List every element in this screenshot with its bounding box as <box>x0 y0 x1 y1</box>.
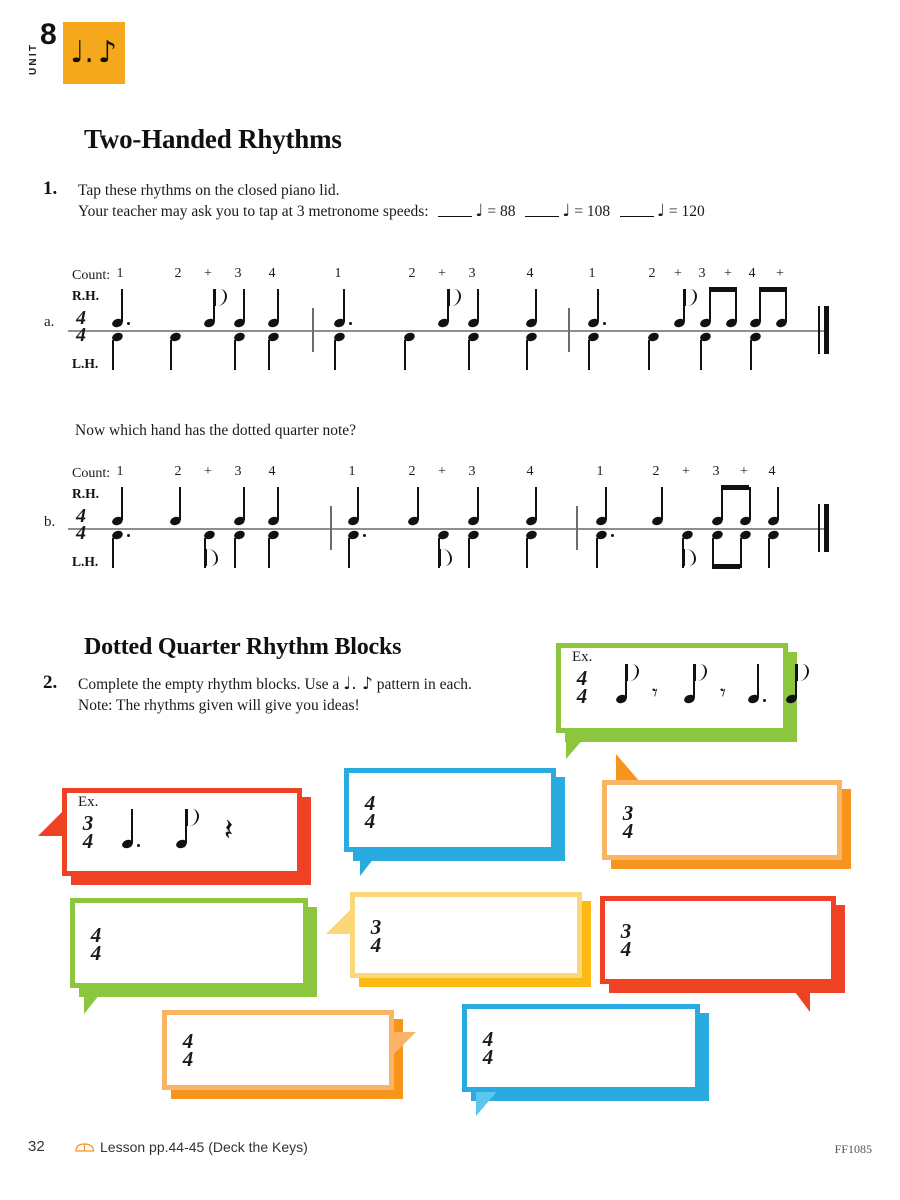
staff-a-timesig <box>70 307 92 346</box>
item-2-line-1 <box>78 674 558 695</box>
unit-number: 8 <box>40 18 57 51</box>
quarter-rest-icon: 𝄽 <box>224 813 234 848</box>
block-tail <box>326 908 352 934</box>
note-stem <box>170 340 172 370</box>
eighth-flag <box>205 549 218 566</box>
block-timesig <box>77 811 99 853</box>
beam <box>709 287 737 292</box>
note-stem <box>477 289 479 322</box>
note-stem <box>526 340 528 370</box>
note-stem <box>121 289 123 322</box>
rhythm-block-blue-2[interactable] <box>462 1004 700 1092</box>
block-tail <box>616 754 640 782</box>
note-stem <box>605 487 607 520</box>
note-stem <box>268 538 270 568</box>
metronome-value-2: = 108 <box>574 203 611 220</box>
rhythm-block-blue-1[interactable] <box>344 768 556 852</box>
staff-b-barline-1 <box>330 506 332 550</box>
note-stem <box>535 289 537 322</box>
block-notes <box>608 643 788 733</box>
block-timesig-top: 3 <box>82 811 94 835</box>
rhythm-block-red-example[interactable] <box>62 788 302 876</box>
rhythm-block-orange-1[interactable] <box>602 780 842 860</box>
staff-a-timesig-bottom: 4 <box>76 324 86 346</box>
staff-b-timesig-top: 4 <box>76 505 86 527</box>
block-notes-empty[interactable] <box>652 896 836 984</box>
block-timesig-bottom: 4 <box>90 941 102 965</box>
count-label: 1 <box>348 464 356 479</box>
block-timesig <box>85 923 107 965</box>
count-label: + <box>724 266 732 281</box>
page-title: Two-Handed Rhythms <box>84 124 342 154</box>
item-2-line-1-after: pattern in each. <box>376 676 472 693</box>
block-tail <box>476 1088 500 1116</box>
note-stem <box>477 487 479 520</box>
note-stem <box>648 340 650 370</box>
block-notes-empty[interactable] <box>654 780 842 860</box>
staff-a-endbar-thin <box>818 306 820 354</box>
note-stem <box>268 340 270 370</box>
note-stem <box>759 289 761 322</box>
block-timesig <box>617 801 639 843</box>
block-timesig-bottom: 4 <box>620 937 632 961</box>
count-label: 1 <box>334 266 342 281</box>
metronome-blank-2[interactable] <box>525 216 559 217</box>
count-label: + <box>204 464 212 479</box>
item-2-number: 2. <box>43 672 58 693</box>
staff-a-barline-1 <box>312 308 314 352</box>
count-label: 2 <box>174 266 182 281</box>
count-label: 2 <box>408 266 416 281</box>
item-1-line-1: Tap these rhythms on the closed piano lid. <box>78 182 340 199</box>
rhythm-block-yellow[interactable] <box>350 892 582 978</box>
metronome-value-3: = 120 <box>668 203 705 220</box>
staff-a-rh-label: R.H. <box>72 288 99 303</box>
count-label: 3 <box>234 464 242 479</box>
note-stem <box>535 487 537 520</box>
item-1-number: 1. <box>43 178 58 199</box>
block-tail <box>84 984 108 1014</box>
block-timesig-top: 4 <box>364 791 376 815</box>
count-label: + <box>740 464 748 479</box>
block-tail <box>38 810 64 836</box>
block-tail <box>786 980 810 1012</box>
count-label: 1 <box>116 464 124 479</box>
staff-a-count-word: Count: <box>72 268 111 283</box>
metronome-value-1: = 88 <box>487 203 516 220</box>
block-timesig-top: 3 <box>370 915 382 939</box>
note-stem <box>234 538 236 568</box>
metronome-blank-3[interactable] <box>620 216 654 217</box>
eighth-rest-icon: 𝄾 <box>652 681 658 706</box>
augmentation-dot <box>127 534 130 537</box>
augmentation-dot <box>127 322 130 325</box>
dotted-quarter-note-icon: ♩. <box>70 35 94 70</box>
note-stem <box>700 340 702 370</box>
block-tail <box>566 729 592 759</box>
eighth-rest-icon-2: 𝄾 <box>720 681 726 706</box>
count-label: + <box>674 266 682 281</box>
count-label: 2 <box>648 266 656 281</box>
note-stem <box>417 487 419 520</box>
note-stem <box>721 487 723 520</box>
count-label: 1 <box>588 266 596 281</box>
note-stem <box>404 340 406 370</box>
note-stem <box>661 487 663 520</box>
note-stem <box>343 289 345 322</box>
rhythm-block-orange-2[interactable] <box>162 1010 394 1090</box>
note-stem <box>121 487 123 520</box>
note-stem <box>749 487 751 520</box>
quarter-note-icon-3: ♩ <box>656 201 666 221</box>
staff-a-endbar-thick <box>824 306 829 354</box>
staff-b-rh-label: R.H. <box>72 486 99 501</box>
staff-b-timesig-bottom: 4 <box>76 522 86 544</box>
block-timesig <box>177 1029 199 1071</box>
quarter-note-icon-2: ♩ <box>562 201 571 221</box>
note-stem <box>526 538 528 568</box>
staff-b-count-word: Count: <box>72 466 111 481</box>
note-stem <box>740 538 742 568</box>
note-stem <box>597 289 599 322</box>
count-label: 2 <box>408 464 416 479</box>
block-timesig-bottom: 4 <box>622 819 634 843</box>
block-timesig-top: 3 <box>622 801 634 825</box>
count-label: + <box>438 266 446 281</box>
count-label: 3 <box>468 464 476 479</box>
block-tail <box>360 848 382 876</box>
note-stem <box>277 289 279 322</box>
count-label: 3 <box>468 266 476 281</box>
eighth-note-icon: ♪ <box>97 35 118 70</box>
note-stem <box>334 340 336 370</box>
block-timesig-bottom: 4 <box>482 1045 494 1069</box>
count-label: + <box>204 266 212 281</box>
staff-a-lh-label: L.H. <box>72 356 99 371</box>
augmentation-dot <box>603 322 606 325</box>
footer-code: FF1085 <box>834 1142 872 1156</box>
note-stem <box>709 289 711 322</box>
note-stem <box>243 487 245 520</box>
block-timesig-bottom: 4 <box>576 684 588 708</box>
block-notes-empty[interactable] <box>214 1010 394 1090</box>
item-1-text <box>78 180 705 222</box>
block-notes <box>114 788 302 876</box>
note-stem <box>785 289 787 322</box>
item-2-text <box>78 674 558 716</box>
beam <box>712 564 740 569</box>
staff-a-barline-2 <box>568 308 570 352</box>
count-label: 4 <box>526 464 534 479</box>
staff-b-barline-2 <box>576 506 578 550</box>
eighth-flag <box>683 549 696 566</box>
quarter-note-icon-1: ♩ <box>475 201 484 221</box>
count-label: + <box>776 266 784 281</box>
count-label: 3 <box>698 266 706 281</box>
note-stem <box>750 340 752 370</box>
eighth-flag <box>448 289 461 306</box>
dotted-quarter-eighth-icon: ♩. ♪ <box>343 674 373 694</box>
staff-a-timesig-top: 4 <box>76 307 86 329</box>
eighth-flag <box>214 289 227 306</box>
block-notes-empty[interactable] <box>402 892 582 978</box>
block-timesig-bottom: 4 <box>370 933 382 957</box>
block-timesig <box>365 915 387 957</box>
count-label: 3 <box>712 464 720 479</box>
block-timesig <box>571 666 593 708</box>
count-label: 4 <box>268 266 276 281</box>
block-timesig <box>359 791 381 833</box>
footer-lesson <box>75 1139 308 1155</box>
staff-b-lh-label: L.H. <box>72 554 99 569</box>
staff-b-line <box>68 528 828 530</box>
staff-a-line <box>68 330 828 332</box>
note-stem <box>179 487 181 520</box>
block-example-label: Ex. <box>572 649 593 665</box>
staff-a-letter: a. <box>44 314 55 330</box>
metronome-row <box>78 201 705 222</box>
unit-word-label: UNIT <box>28 42 39 76</box>
staff-b-endbar-thick <box>824 504 829 552</box>
block-timesig-top: 4 <box>182 1029 194 1053</box>
count-label: + <box>682 464 690 479</box>
blocks-section-title: Dotted Quarter Rhythm Blocks <box>84 634 402 660</box>
block-notes-empty[interactable] <box>122 898 308 988</box>
beam <box>759 287 787 292</box>
count-label: 1 <box>596 464 604 479</box>
footer-lesson-text: Lesson pp.44-45 (Deck the Keys) <box>100 1139 308 1155</box>
note-stem <box>468 340 470 370</box>
count-label: 4 <box>268 464 276 479</box>
metronome-blank-1[interactable] <box>438 216 472 217</box>
block-timesig-top: 4 <box>482 1027 494 1051</box>
block-timesig-top: 4 <box>90 923 102 947</box>
augmentation-dot <box>349 322 352 325</box>
note-stem <box>112 538 114 568</box>
block-timesig-bottom: 4 <box>182 1047 194 1071</box>
eighth-flag <box>439 549 452 566</box>
eighth-flag <box>684 289 697 306</box>
count-label: + <box>438 464 446 479</box>
staff-b-timesig <box>70 505 92 544</box>
mid-question-text: Now which hand has the dotted quarter note? <box>75 422 357 439</box>
beam <box>721 485 749 490</box>
block-timesig-top: 3 <box>620 919 632 943</box>
item-2-line-2: Note: The rhythms given will give you ideas! <box>78 697 360 714</box>
augmentation-dot <box>611 534 614 537</box>
note-stem <box>277 487 279 520</box>
book-icon <box>75 1141 95 1153</box>
block-notes-empty[interactable] <box>396 768 556 852</box>
block-timesig <box>477 1027 499 1069</box>
note-stem <box>234 340 236 370</box>
note-stem <box>112 340 114 370</box>
count-label: 4 <box>748 266 756 281</box>
note-stem <box>357 487 359 520</box>
count-label: 1 <box>116 266 124 281</box>
block-notes-empty[interactable] <box>514 1004 700 1092</box>
note-stem <box>468 538 470 568</box>
note-stem <box>596 538 598 568</box>
count-label: 3 <box>234 266 242 281</box>
staff-b-endbar-thin <box>818 504 820 552</box>
note-stem <box>768 538 770 568</box>
count-label: 2 <box>652 464 660 479</box>
rhythm-block-green-example[interactable] <box>556 643 788 733</box>
note-stem <box>588 340 590 370</box>
count-label: 4 <box>526 266 534 281</box>
block-example-label: Ex. <box>78 794 99 810</box>
page-number: 32 <box>28 1138 45 1155</box>
block-timesig-top: 4 <box>576 666 588 690</box>
metronome-prefix: Your teacher may ask you to tap at 3 metronome speeds: <box>78 203 429 220</box>
note-stem <box>243 289 245 322</box>
block-timesig <box>615 919 637 961</box>
block-timesig-bottom: 4 <box>364 809 376 833</box>
note-stem <box>348 538 350 568</box>
rhythm-block-green-empty[interactable] <box>70 898 308 988</box>
count-label: 2 <box>174 464 182 479</box>
note-stem <box>777 487 779 520</box>
count-label: 4 <box>768 464 776 479</box>
rhythm-block-red-empty[interactable] <box>600 896 836 984</box>
augmentation-dot <box>363 534 366 537</box>
staff-b-letter: b. <box>44 514 56 530</box>
item-2-line-1-before: Complete the empty rhythm blocks. Use a <box>78 676 340 693</box>
note-stem <box>735 289 737 322</box>
block-timesig-bottom: 4 <box>82 829 94 853</box>
